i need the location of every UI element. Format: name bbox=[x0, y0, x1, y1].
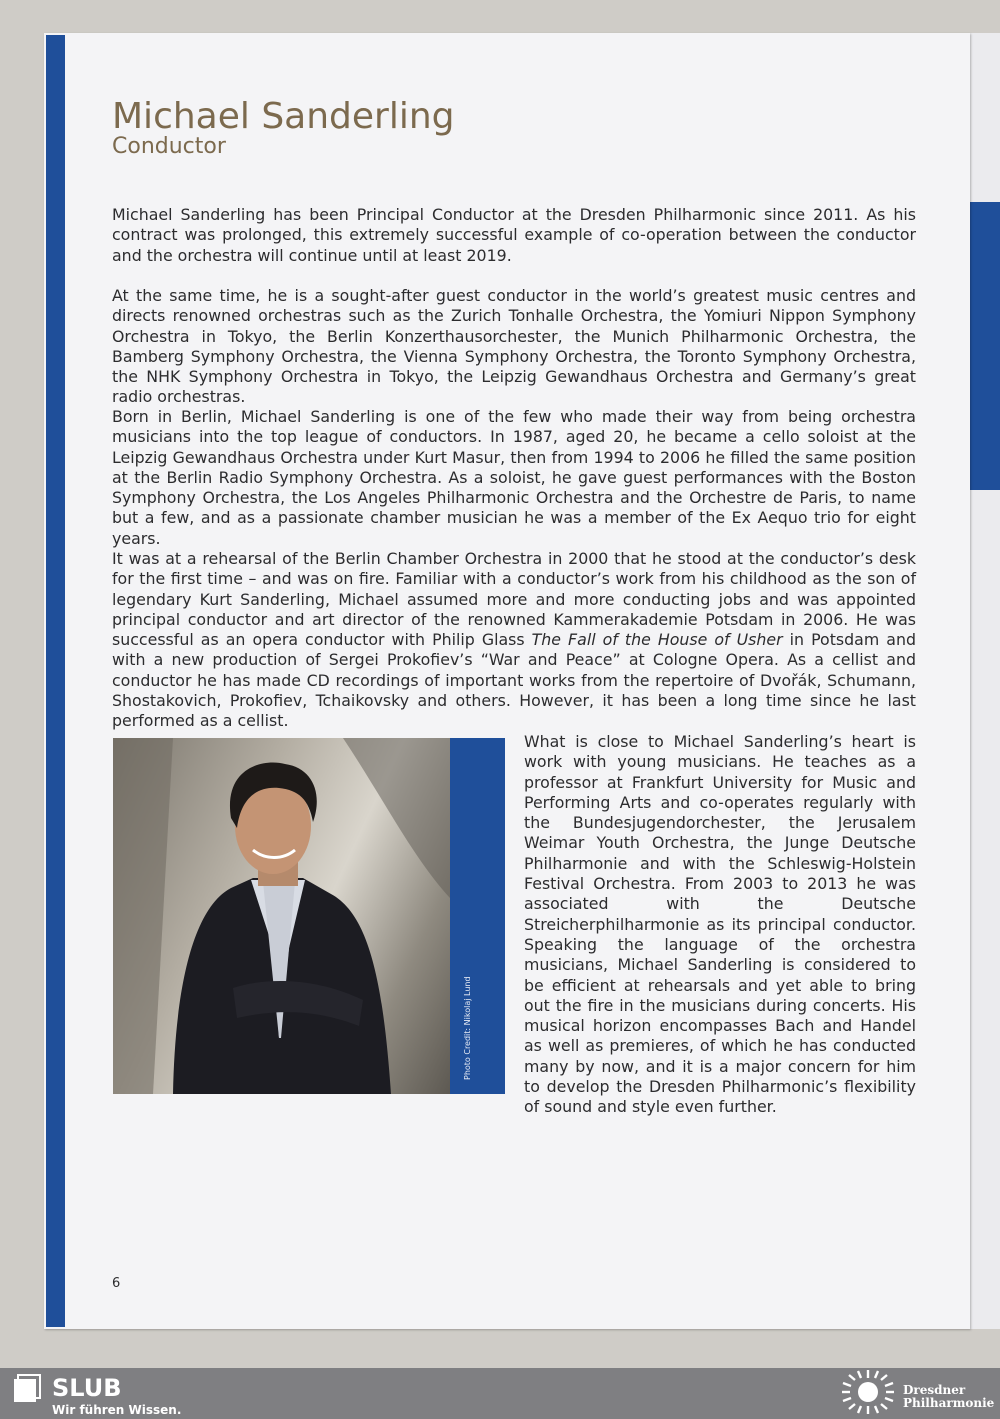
portrait-illustration bbox=[113, 738, 450, 1094]
digitization-footer-bar bbox=[0, 1368, 1000, 1419]
paragraph-conducting-career bbox=[112, 549, 916, 732]
blue-spine-stripe bbox=[46, 35, 65, 1327]
photo-credit: Photo Credit: Nikolaj Lund bbox=[463, 976, 472, 1080]
library-tagline: Wir führen Wissen. bbox=[52, 1403, 182, 1417]
slub-logo-icon bbox=[12, 1374, 42, 1404]
paragraph-biography: Born in Berlin, Michael Sanderling is one of the few who made their way from being orchestra musicians into the top league of conductors. In 1987, aged 20, he became a cello soloist at the Leipzig Gewandhaus Orchestra under Kurt Masur, then from 1994 to 2006 he filled the same position at the Berlin Radio Symphony Orchestra. As a soloist, he gave guest performances with the Boston Symphony Orchestra, the Los Angeles Philharmonic Orchestra and the Orchestre de Paris, to name but a few, and as a passionate chamber musician he was a member of the Ex Aequo trio for eight years. bbox=[112, 407, 916, 548]
paragraph-guest-conducting: At the same time, he is a sought-after guest conductor in the world’s greatest music centres and directs renowned orchestras such as the Zurich Tonhalle Orchestra, the Yomiuri Nippon Symphony Orchestra in Tokyo, the Berlin Konzerthausorchester, the Munich Philharmonic Orchestra, the Bamberg Symphony Orchestra, the Vienna Symphony Orchestra, the Toronto Symphony Orchestra, the NHK Symphony Orchestra in Tokyo, the Leipzig Gewandhaus Orchestra and Germany’s great radio orchestras. bbox=[112, 286, 916, 407]
paragraph-young-musicians: What is close to Michael Sanderling’s heart is work with young musicians. He teaches as a professor at Frankfurt University for Music and Performing Arts and co-operates regularly with the Bundesjugendorchester, the Jerusalem Weimar Youth Orchestra, the Junge Deutsche Philharmonie and with the Schleswig-Holstein Festival Orchestra. From 2003 to 2013 he was associated with the Deutsche Streicherphilharmonie as its principal conductor. Speaking the language of the orchestra musicians, Michael Sanderling is considered to be efficient at rehearsals and yet able to bring out the fire in the musicians during concerts. His musical horizon encompasses Bach and Handel as well as premieres, of which he has conducted many by now, and it is a major concern for him to develop the Dresden Philharmonic’s flexibility of sound and style even further. bbox=[524, 732, 916, 1117]
partner-name bbox=[903, 1384, 994, 1410]
partner-name-line1: Dresdner bbox=[903, 1383, 966, 1397]
page-number: 6 bbox=[112, 1276, 121, 1291]
facing-page-blue-tab bbox=[969, 202, 1000, 490]
opera-title: The Fall of the House of Usher bbox=[531, 630, 783, 650]
dresdner-philharmonie-logo-icon bbox=[840, 1368, 896, 1416]
page-title: Michael Sanderling bbox=[112, 96, 455, 137]
photo-credit-bar bbox=[450, 738, 505, 1094]
page-subtitle: Conductor bbox=[112, 134, 226, 159]
paragraph-intro: Michael Sanderling has been Principal Conductor at the Dresden Philharmonic since 2011. As his contract was prolonged, this extremely successful example of co-operation between the conductor and the orchestra will continue until at least 2019. bbox=[112, 205, 916, 265]
conductor-portrait-photo bbox=[113, 738, 450, 1094]
paragraph-text: It was at a rehearsal of the Berlin Chamber Orchestra in 2000 that he stood at the conductor’s desk for the first time – and was on fire. Familiar with a conductor’s work from his childhood as the son of legendary Kurt Sanderling, Michael assumed more and more conducting jobs and was appointed principal conductor and art director of the renowned Kammerakademie Potsdam in 2006. He was successful as an opera conductor with Philip Glass bbox=[112, 549, 916, 650]
partner-name-line2: Philharmonie bbox=[903, 1396, 995, 1410]
library-name: SLUB bbox=[52, 1374, 122, 1402]
paragraph-text: in Potsdam and with a new production of Sergei Prokofiev’s “War and Peace” at Cologne Opera. As a cellist and conductor he has made CD recordings of important works from the repertoire of Dvořák, Schumann, Shostakovich, Prokofiev, Tchaikovsky and others. However, it has been a long time since he last performed as a cellist. bbox=[112, 630, 916, 731]
